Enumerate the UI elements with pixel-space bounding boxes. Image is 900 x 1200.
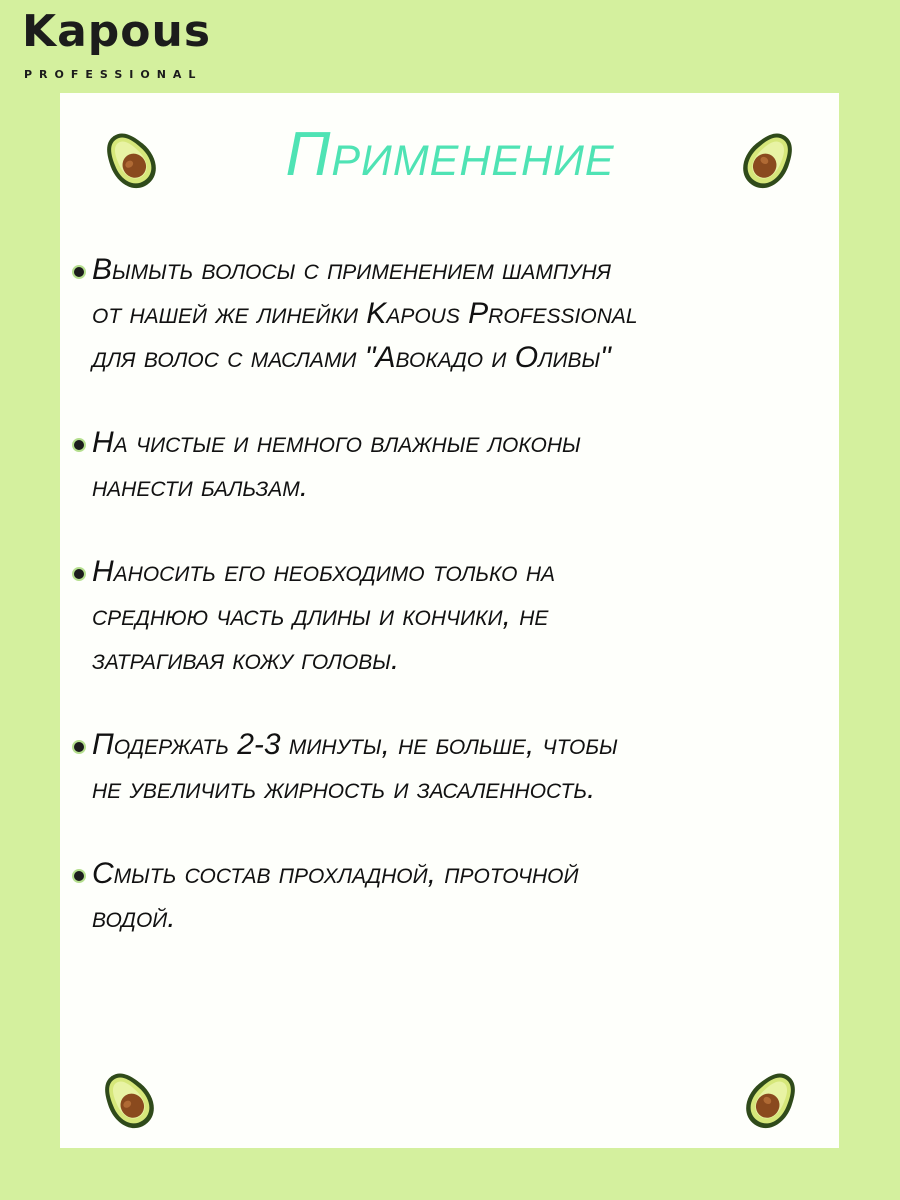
bullet-icon [72,265,86,279]
avocado-icon [730,1063,812,1139]
step-line: Вымыть волосы с применением шампуня [92,253,611,286]
list-item [72,723,842,811]
step-line: нанести бальзам. [92,470,309,503]
bullet-icon [72,438,86,452]
bullet-icon [72,869,86,883]
step-line: для волос с маслами "Авокадо и Оливы" [92,341,611,374]
step-text [92,852,842,940]
list-item [72,852,842,940]
step-text [92,550,842,682]
brand-logo [22,2,211,81]
brand-tagline: PROFESSIONAL [24,68,203,81]
step-text [92,248,842,380]
step-line: среднюю часть длины и кончики, не [92,599,549,632]
step-line: не увеличить жирность и засаленность. [92,772,596,805]
bullet-icon [72,567,86,581]
bullet-icon [72,740,86,754]
list-item [72,421,842,509]
step-line: Подержать 2-3 минуты, не больше, чтобы [92,728,618,761]
step-text [92,421,842,509]
avocado-icon [88,1063,170,1139]
step-line: водой. [92,901,176,934]
brand-name: Kapous [22,6,212,57]
list-item [72,550,842,682]
step-line: На чистые и немного влажные локоны [92,426,581,459]
step-text [92,723,842,811]
steps-list [72,248,842,981]
step-line: от нашей же линейки Kapous Professional [92,297,638,330]
list-item [72,248,842,380]
step-line: затрагивая кожу головы. [92,643,400,676]
step-line: Смыть состав прохладной, проточной [92,857,579,890]
step-line: Наносить его необходимо только на [92,555,555,588]
page-title: Применение [285,120,615,189]
